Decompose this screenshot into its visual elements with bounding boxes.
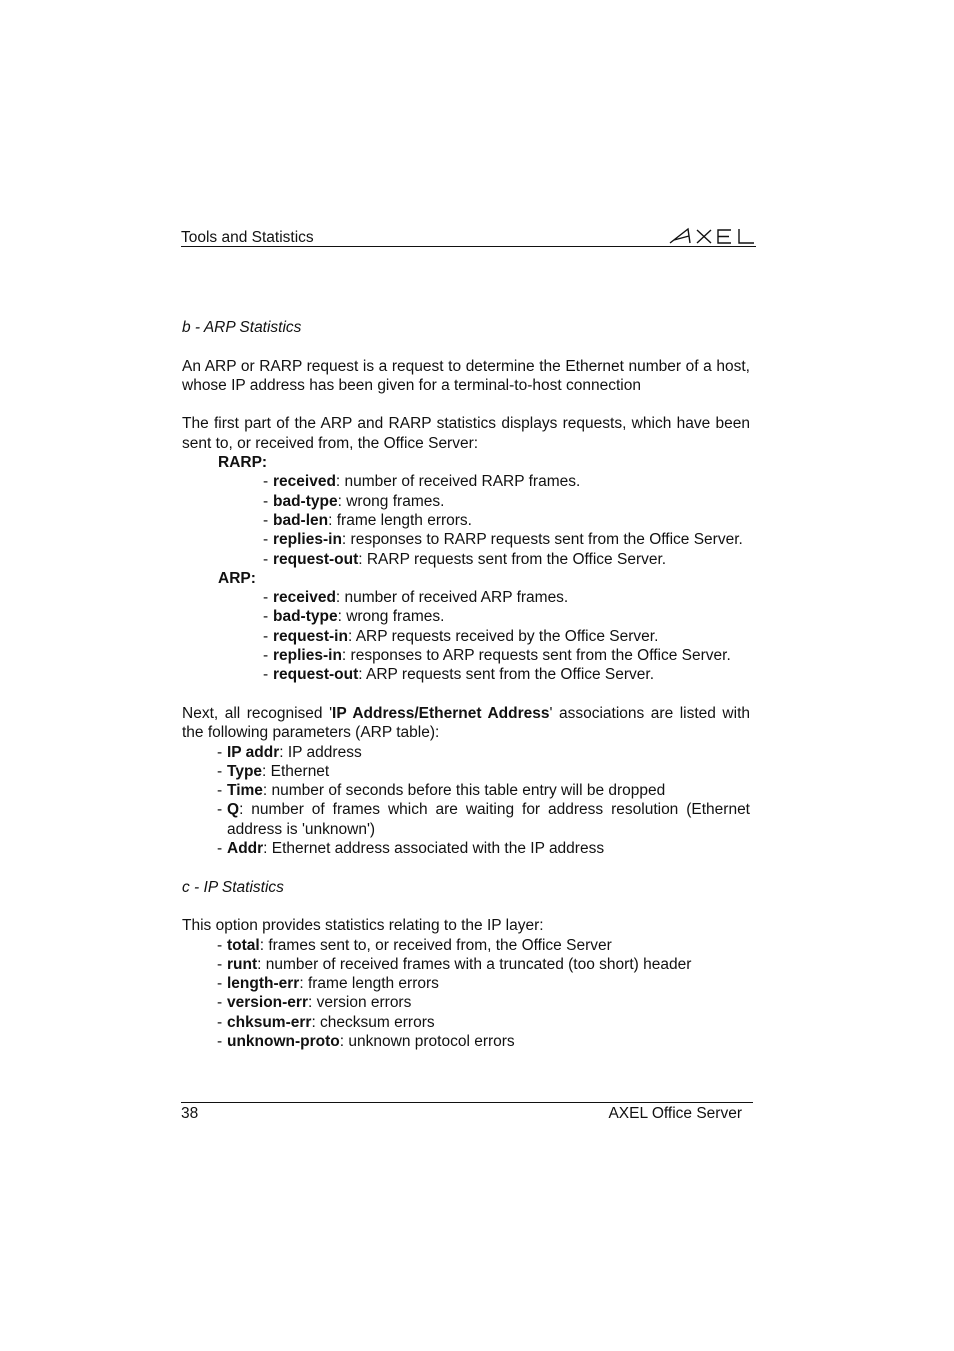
term: request-in — [273, 627, 348, 645]
list-item: - Type: Ethernet — [217, 762, 330, 780]
description: : wrong frames. — [337, 608, 445, 626]
term: bad-len — [273, 511, 329, 529]
description: : number of seconds before this table entry will be dropped — [262, 782, 666, 800]
description: : version errors — [307, 994, 412, 1012]
description: : ARP requests received by the Office Server. — [347, 627, 659, 645]
description: : number of frames which are waiting for address resolution (Ethernet address is 'unknown') — [227, 801, 750, 838]
arp-list — [182, 588, 750, 684]
section-title-ip: c - IP Statistics — [182, 878, 284, 896]
description: : responses to RARP requests sent from the Office Server. — [341, 531, 743, 549]
list-item: - received: number of received ARP frames. — [263, 589, 569, 607]
list-item: - bad-type: wrong frames. — [263, 608, 445, 626]
section-title-arp: b - ARP Statistics — [182, 319, 302, 336]
term: Q — [227, 801, 240, 819]
term: replies-in — [273, 647, 342, 665]
ip-intro: This option provides statistics relating to the IP layer: — [182, 917, 544, 935]
list-item: - version-err: version errors — [217, 994, 412, 1012]
rarp-label: RARP: — [218, 454, 268, 472]
term: Time — [227, 782, 263, 800]
list-item: - request-out: ARP requests sent from the Office Server. — [263, 666, 655, 684]
description: : IP address — [279, 743, 362, 761]
term: chksum-err — [227, 1013, 312, 1031]
list-item: - Addr: Ethernet address associated with the IP address — [217, 840, 605, 858]
term: IP addr — [227, 743, 280, 761]
page-content — [182, 318, 750, 1051]
arp-table-list — [182, 743, 750, 859]
ip-list — [182, 936, 750, 1052]
list-item: - unknown-proto: unknown protocol errors — [217, 1032, 515, 1050]
list-item: - Q: number of frames which are waiting for address resolution (Ethernet address is 'unknown') — [217, 801, 750, 838]
list-item: - length-err: frame length errors — [217, 975, 439, 993]
description: : number of received frames with a truncated (too short) header — [257, 955, 692, 973]
description: : Ethernet — [262, 762, 330, 780]
list-item: - total: frames sent to, or received from, the Office Server — [217, 936, 612, 954]
term: received — [273, 589, 336, 607]
term: runt — [227, 955, 258, 973]
term: length-err — [227, 975, 300, 993]
term: received — [273, 473, 336, 491]
term: Addr — [227, 840, 264, 858]
list-item: - runt: number of received frames with a truncated (too short) header — [217, 955, 692, 973]
list-item: - replies-in: responses to RARP requests sent from the Office Server. — [263, 531, 743, 549]
arp-table-intro: Next, all recognised 'IP Address/Ethernet Address' associations are listed with the following parameters (ARP table): — [182, 704, 750, 742]
list-item: - Time: number of seconds before this table entry will be dropped — [217, 782, 666, 800]
description: : checksum errors — [311, 1013, 435, 1031]
description: : unknown protocol errors — [339, 1032, 515, 1050]
description: : frame length errors — [299, 975, 439, 993]
description: : responses to ARP requests sent from the Office Server. — [341, 647, 731, 665]
term: bad-type — [273, 492, 338, 510]
description: : frame length errors. — [328, 511, 472, 529]
header-title: Tools and Statistics — [181, 229, 314, 246]
list-item: - IP addr: IP address — [217, 743, 362, 761]
description: : frames sent to, or received from, the Office Server — [259, 936, 612, 954]
page-number: 38 — [181, 1105, 199, 1122]
term: bad-type — [273, 608, 338, 626]
term: total — [227, 936, 260, 954]
rarp-list — [182, 472, 750, 568]
list-item: - bad-type: wrong frames. — [263, 492, 445, 510]
term: request-out — [273, 550, 359, 568]
arp-label: ARP: — [218, 569, 256, 587]
footer-title: AXEL Office Server — [608, 1105, 742, 1122]
description: : Ethernet address associated with the IP address — [263, 840, 605, 858]
list-item: - received: number of received RARP frames. — [263, 473, 581, 491]
list-item: - replies-in: responses to ARP requests sent from the Office Server. — [263, 647, 731, 665]
description: : number of received ARP frames. — [335, 589, 569, 607]
list-item: - request-out: RARP requests sent from the Office Server. — [263, 550, 667, 568]
list-item: - request-in: ARP requests received by the Office Server. — [263, 627, 659, 645]
arp-first-part: The first part of the ARP and RARP statistics displays requests, which have been sent to, or received from, the Office Server: — [182, 415, 750, 452]
list-item: - bad-len: frame length errors. — [263, 511, 472, 529]
term: version-err — [227, 994, 308, 1012]
description: : ARP requests sent from the Office Server. — [358, 666, 655, 684]
term: unknown-proto — [227, 1032, 340, 1050]
description: : wrong frames. — [337, 492, 445, 510]
term: Type — [227, 762, 263, 780]
page-header — [181, 226, 756, 247]
list-item: - chksum-err: checksum errors — [217, 1013, 435, 1031]
term: request-out — [273, 666, 359, 684]
page-footer — [181, 1102, 753, 1127]
description: : RARP requests sent from the Office Server. — [358, 550, 667, 568]
axel-logo — [668, 226, 756, 246]
term: replies-in — [273, 531, 342, 549]
arp-intro: An ARP or RARP request is a request to determine the Ethernet number of a host, whose IP address has been given for a terminal-to-host connection — [182, 357, 750, 394]
description: : number of received RARP frames. — [335, 473, 581, 491]
